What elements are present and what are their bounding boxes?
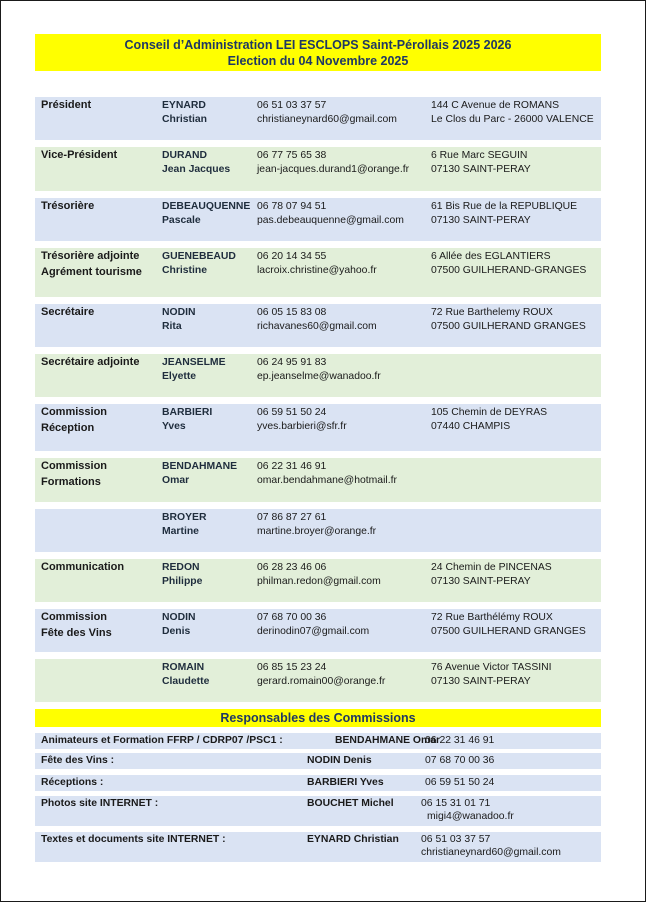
member-contact [257, 511, 376, 539]
member-contact [257, 149, 409, 177]
member-contact [257, 250, 377, 278]
table-row [35, 404, 601, 451]
member-last-name: REDON [162, 562, 200, 573]
member-email[interactable]: omar.bendahmane@hotmail.fr [257, 475, 397, 486]
member-address-line-1: 6 Allée des EGLANTIERS [431, 251, 551, 262]
member-phone: 06 24 95 91 83 [257, 357, 327, 368]
member-contact [257, 611, 369, 639]
table-row [35, 304, 601, 347]
responsable-name: BENDAHMANE Omar [335, 735, 441, 746]
member-address-line-2: 07500 GUILHERAND-GRANGES [431, 265, 587, 276]
member-address-line-1: 72 Rue Barthélémy ROUX [431, 612, 553, 623]
member-contact [257, 200, 404, 228]
member-name [162, 356, 226, 384]
member-last-name: ROMAIN [162, 662, 205, 673]
member-address [431, 306, 586, 334]
responsable-name: BOUCHET Michel [307, 798, 394, 809]
member-address-line-1: 144 C Avenue de ROMANS [431, 100, 560, 111]
member-role [41, 199, 94, 214]
responsable-role: Animateurs et Formation FFRP / CDRP07 /PSC1 : [41, 735, 283, 746]
responsable-role: Textes et documents site INTERNET : [41, 834, 226, 845]
member-role [41, 355, 139, 370]
member-role [41, 560, 124, 575]
member-last-name: JEANSELME [162, 357, 226, 368]
member-name [162, 200, 250, 228]
responsable-name: NODIN Denis [307, 755, 372, 766]
responsable-name: EYNARD Christian [307, 834, 399, 845]
member-last-name: EYNARD [162, 100, 206, 111]
member-role-line: Formations [41, 476, 101, 488]
member-address-line-1: 6 Rue Marc SEGUIN [431, 150, 528, 161]
member-name [162, 561, 202, 589]
member-last-name: NODIN [162, 612, 196, 623]
table-row [35, 147, 601, 191]
member-role-line: Commission [41, 406, 108, 418]
responsables-title: Responsables des Commissions [35, 709, 601, 727]
member-role-line: Trésorière adjointe [41, 250, 140, 262]
member-address-line-2: 07130 SAINT-PERAY [431, 164, 531, 175]
member-role [41, 610, 112, 641]
member-address-line-2: 07500 GUILHERAND GRANGES [431, 321, 586, 332]
member-address-line-1: 72 Rue Barthelemy ROUX [431, 307, 553, 318]
responsable-contact [425, 776, 494, 789]
member-phone: 07 68 70 00 36 [257, 612, 327, 623]
responsable-role: Fête des Vins : [41, 755, 115, 766]
member-name [162, 460, 237, 488]
member-contact [257, 561, 381, 589]
member-name [162, 99, 207, 127]
member-phone: 07 86 87 27 61 [257, 512, 327, 523]
table-row [35, 354, 601, 397]
member-first-name: Philippe [162, 576, 203, 587]
member-role [41, 459, 107, 490]
table-row [35, 509, 601, 552]
member-name [162, 661, 209, 689]
member-name [162, 406, 212, 434]
member-role [41, 249, 142, 280]
member-contact [257, 356, 381, 384]
member-contact [257, 99, 397, 127]
member-email[interactable]: pas.debeauquenne@gmail.com [257, 215, 404, 226]
member-name [162, 149, 230, 177]
member-phone: 06 51 03 37 57 [257, 100, 327, 111]
member-contact [257, 306, 377, 334]
member-role-line: Secrétaire adjointe [41, 356, 140, 368]
responsable-contact [421, 797, 514, 823]
member-email[interactable]: gerard.romain00@orange.fr [257, 676, 386, 687]
member-address [431, 149, 531, 177]
member-email[interactable]: martine.broyer@orange.fr [257, 526, 377, 537]
member-name [162, 611, 195, 639]
member-role-line: Agrément tourisme [41, 266, 142, 278]
member-phone: 06 05 15 83 08 [257, 307, 327, 318]
responsable-role: Photos site INTERNET : [41, 798, 159, 809]
member-first-name: Omar [162, 475, 190, 486]
member-phone: 06 22 31 46 91 [257, 461, 327, 472]
member-phone: 06 85 15 23 24 [257, 662, 327, 673]
member-address-line-1: 24 Chemin de PINCENAS [431, 562, 552, 573]
member-last-name: DURAND [162, 150, 208, 161]
member-address-line-1: 61 Bis Rue de la REPUBLIQUE [431, 201, 578, 212]
member-address [431, 406, 547, 434]
member-contact [257, 661, 385, 689]
responsable-row [35, 832, 601, 862]
member-role-line: Président [41, 99, 92, 111]
member-phone: 06 20 14 34 55 [257, 251, 327, 262]
member-address-line-2: 07130 SAINT-PERAY [431, 576, 531, 587]
responsable-name: BARBIERI Yves [307, 777, 384, 788]
responsable-row [35, 733, 601, 749]
member-first-name: Pascale [162, 215, 201, 226]
member-address [431, 200, 577, 228]
title-line-2: Election du 04 Novembre 2025 [227, 54, 409, 68]
member-last-name: BENDAHMANE [162, 461, 238, 472]
member-role-line: Commission [41, 460, 108, 472]
table-row [35, 458, 601, 502]
responsable-contact [425, 734, 494, 747]
member-role [41, 305, 94, 320]
member-first-name: Rita [162, 321, 182, 332]
member-first-name: Martine [162, 526, 199, 537]
member-name [162, 306, 195, 334]
member-last-name: BROYER [162, 512, 207, 523]
member-address-line-1: 105 Chemin de DEYRAS [431, 407, 548, 418]
member-contact [257, 460, 397, 488]
responsable-row [35, 775, 601, 791]
member-address-line-2: 07440 CHAMPIS [431, 421, 511, 432]
member-email[interactable]: jean-jacques.durand1@orange.fr [257, 164, 410, 175]
member-address [431, 611, 586, 639]
member-first-name: Denis [162, 626, 191, 637]
member-address-line-2: 07130 SAINT-PERAY [431, 215, 531, 226]
responsable-contact [425, 754, 494, 767]
member-first-name: Jean Jacques [162, 164, 231, 175]
responsable-contact [421, 833, 561, 859]
member-first-name: Christian [162, 114, 208, 125]
table-row [35, 198, 601, 241]
member-role [41, 148, 117, 163]
member-role-line: Secrétaire [41, 306, 95, 318]
responsable-email[interactable]: migi4@wanadoo.fr [427, 811, 514, 822]
member-role [41, 98, 91, 113]
responsable-row [35, 796, 601, 826]
member-address-line-2: 07500 GUILHERAND GRANGES [431, 626, 586, 637]
responsable-phone: 06 15 31 01 71 [421, 798, 491, 809]
member-address-line-2: 07130 SAINT-PERAY [431, 676, 531, 687]
responsable-phone: 07 68 70 00 36 [425, 755, 495, 766]
member-role-line: Réception [41, 422, 95, 434]
member-address [431, 99, 594, 127]
table-row [35, 97, 601, 140]
member-first-name: Christine [162, 265, 208, 276]
member-address-line-1: 76 Avenue Victor TASSINI [431, 662, 552, 673]
member-phone: 06 78 07 94 51 [257, 201, 327, 212]
member-role-line: Vice-Président [41, 149, 118, 161]
member-name [162, 250, 236, 278]
table-row [35, 659, 601, 702]
member-email[interactable]: derinodin07@gmail.com [257, 626, 370, 637]
member-email[interactable]: christianeynard60@gmail.com [257, 114, 397, 125]
responsable-row [35, 753, 601, 769]
member-last-name: BARBIERI [162, 407, 213, 418]
member-phone: 06 59 51 50 24 [257, 407, 327, 418]
member-role-line: Trésorière [41, 200, 95, 212]
table-row [35, 559, 601, 602]
member-last-name: GUENEBEAUD [162, 251, 236, 262]
member-address [431, 661, 552, 689]
member-address [431, 250, 586, 278]
title-banner [35, 34, 601, 71]
responsable-role: Réceptions : [41, 777, 104, 788]
member-email[interactable]: philman.redon@gmail.com [257, 576, 381, 587]
member-address-line-2: Le Clos du Parc - 26000 VALENCE [431, 114, 594, 125]
member-role-line: Communication [41, 561, 125, 573]
member-phone: 06 77 75 65 38 [257, 150, 327, 161]
member-last-name: DEBEAUQUENNE [162, 201, 251, 212]
member-email[interactable]: lacroix.christine@yahoo.fr [257, 265, 377, 276]
responsable-phone: 06 51 03 37 57 [421, 834, 491, 845]
member-last-name: NODIN [162, 307, 196, 318]
responsable-phone: 06 22 31 46 91 [425, 735, 495, 746]
member-first-name: Yves [162, 421, 186, 432]
title-line-1: Conseil d’Administration LEI ESCLOPS Saint-Pérollais 2025 2026 [124, 38, 512, 52]
member-first-name: Claudette [162, 676, 210, 687]
member-role-line: Commission [41, 611, 108, 623]
member-email[interactable]: ep.jeanselme@wanadoo.fr [257, 371, 381, 382]
responsable-email[interactable]: christianeynard60@gmail.com [421, 847, 561, 858]
member-role [41, 405, 107, 436]
table-row [35, 609, 601, 652]
responsable-phone: 06 59 51 50 24 [425, 777, 495, 788]
table-row [35, 248, 601, 297]
member-contact [257, 406, 347, 434]
member-email[interactable]: yves.barbieri@sfr.fr [257, 421, 347, 432]
member-first-name: Elyette [162, 371, 197, 382]
member-phone: 06 28 23 46 06 [257, 562, 327, 573]
member-role-line: Fête des Vins [41, 627, 112, 639]
member-email[interactable]: richavanes60@gmail.com [257, 321, 377, 332]
member-address [431, 561, 552, 589]
member-name [162, 511, 206, 539]
